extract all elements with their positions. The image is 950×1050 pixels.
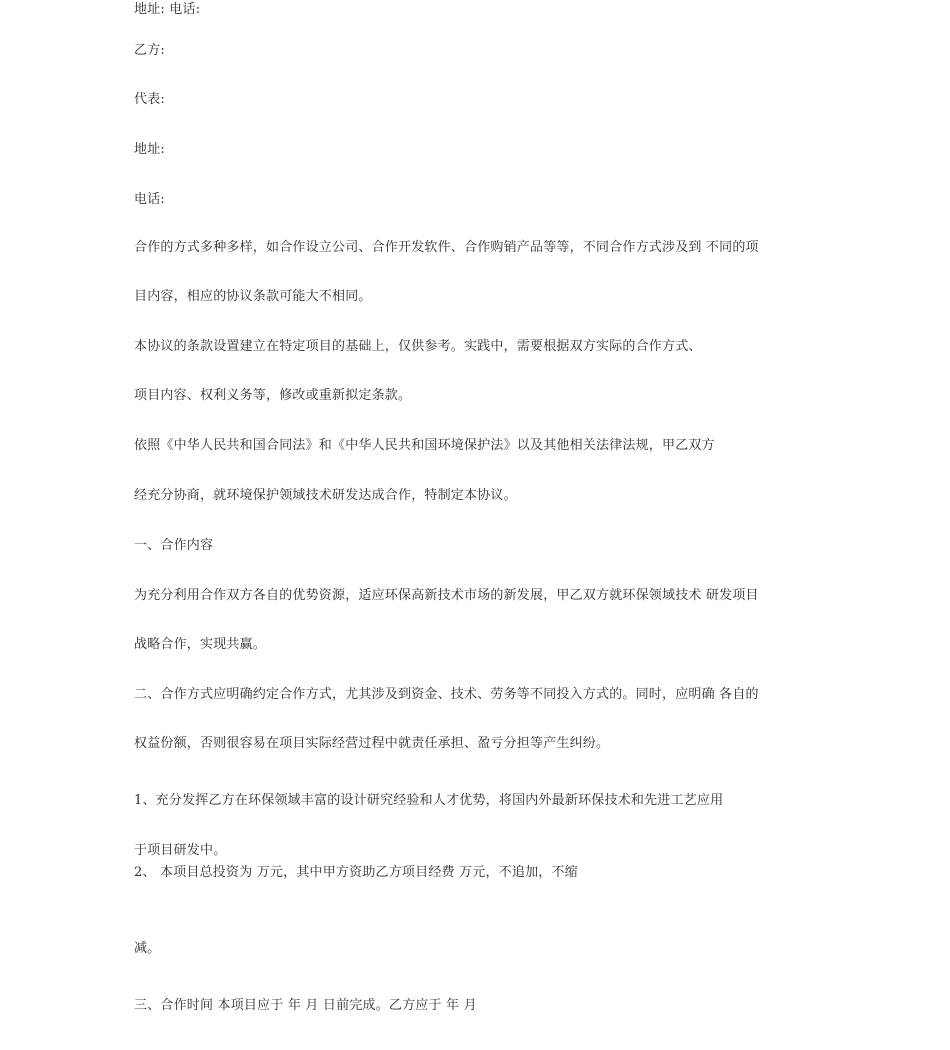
paragraph-line: 减。 (134, 941, 161, 956)
paragraph-line: 为充分利用合作双方各自的优势资源，适应环保高新技术市场的新发展，甲乙双方就环保领域技术 研发项目 (134, 588, 759, 603)
paragraph-line: 依照《中华人民共和国合同法》和《中华人民共和国环境保护法》以及其他相关法律法规，甲乙双方 (134, 438, 715, 453)
party-b-label: 乙方: (134, 43, 165, 58)
representative-label: 代表: (134, 92, 165, 107)
paragraph-line: 本协议的条款设置建立在特定项目的基础上，仅供参考。实践中，需要根据双方实际的合作方式、 (134, 339, 702, 354)
paragraph-line: 权益份额，否则很容易在项目实际经营过程中就责任承担、盈亏分担等产生纠纷。 (134, 736, 610, 751)
paragraph-line: 二、合作方式应明确约定合作方式，尤其涉及到资金、技术、劳务等不同投入方式的。同时，应明确 各自的 (134, 687, 759, 702)
list-item: 1、充分发挥乙方在环保领域丰富的设计研究经验和人才优势，将国内外最新环保技术和先进工艺应用 (134, 793, 724, 808)
paragraph-line: 于项目研发中。 (134, 843, 227, 858)
list-item: 2、 本项目总投资为 万元，其中甲方资助乙方项目经费 万元，不追加，不缩 (134, 865, 578, 880)
paragraph-line: 合作的方式多种多样，如合作设立公司、合作开发软件、合作购销产品等等，不同合作方式涉及到 不同的项 (134, 240, 759, 255)
address-label: 地址: (134, 142, 165, 157)
party-a-address-phone: 地址: 电话: (134, 2, 201, 17)
paragraph-line: 战略合作，实现共赢。 (134, 637, 267, 652)
paragraph-line: 项目内容、权利义务等，修改或重新拟定条款。 (134, 388, 412, 403)
section-heading: 一、合作内容 (134, 538, 214, 553)
paragraph-line: 目内容，相应的协议条款可能大不相同。 (134, 289, 372, 304)
paragraph-line: 经充分协商，就环境保护领域技术研发达成合作，特制定本协议。 (134, 488, 517, 503)
section-heading: 三、合作时间 本项目应于 年 月 日前完成。乙方应于 年 月 (134, 998, 477, 1013)
phone-label: 电话: (134, 192, 165, 207)
